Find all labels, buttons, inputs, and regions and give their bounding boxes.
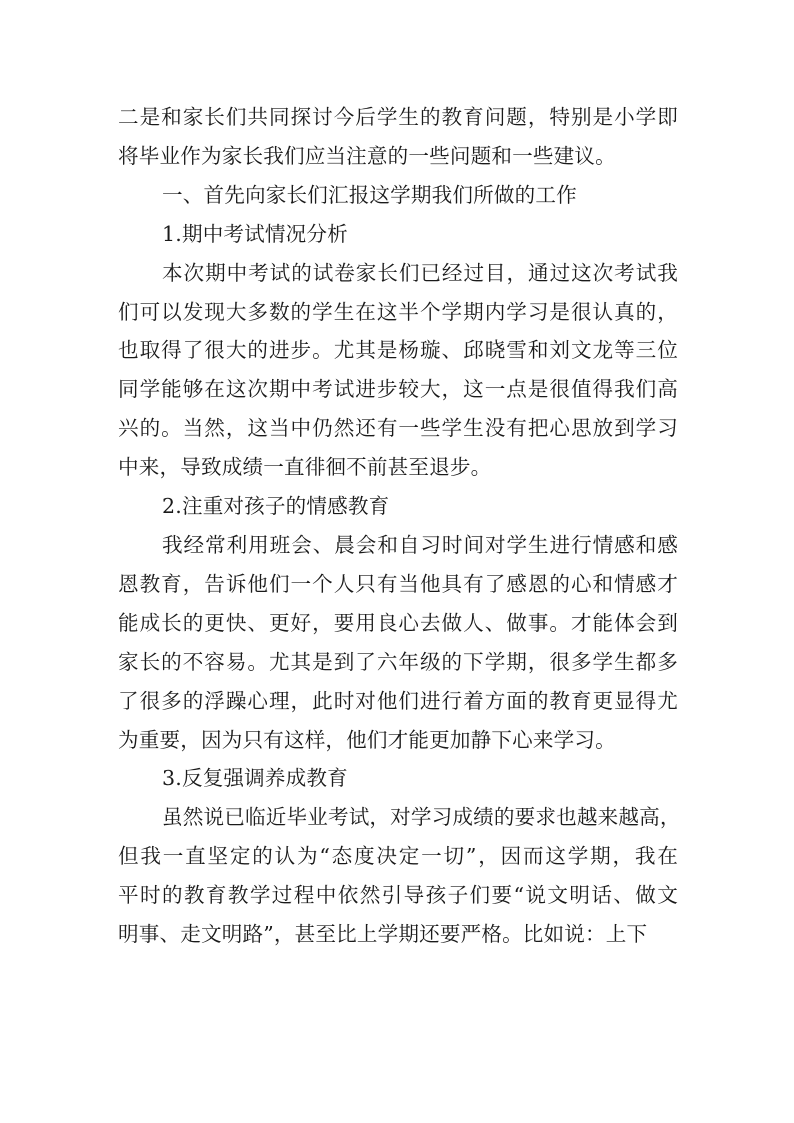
text-line: 我经常利用班会、晨会和自习时间对学生进行情感和感 xyxy=(162,532,679,557)
text-line: 3.反复强调养成教育 xyxy=(162,766,348,791)
text-line: 2.注重对孩子的情感教育 xyxy=(162,494,390,519)
text-line: 了很多的浮躁心理，此时对他们进行着方面的教育更显得尤 xyxy=(118,688,679,713)
text-line: 也取得了很大的进步。尤其是杨璇、邱晓雪和刘文龙等三位 xyxy=(118,338,679,363)
text-line: 兴的。当然，这当中仍然还有一些学生没有把心思放到学习 xyxy=(118,416,679,441)
text-line: 但我一直坚定的认为“态度决定一切”，因而这学期，我在 xyxy=(118,844,680,869)
text-line: 为重要，因为只有这样，他们才能更加静下心来学习。 xyxy=(118,727,616,752)
text-line: 中来，导致成绩一直徘徊不前甚至退步。 xyxy=(118,455,492,480)
text-line: 家长的不容易。尤其是到了六年级的下学期，很多学生都多 xyxy=(118,649,679,674)
text-line: 一、首先向家长们汇报这学期我们所做的工作 xyxy=(162,182,577,207)
text-line: 二是和家长们共同探讨今后学生的教育问题，特别是小学即 xyxy=(118,105,679,129)
text-line: 同学能够在这次期中考试进步较大，这一点是很值得我们高 xyxy=(118,377,679,402)
text-line: 平时的教育教学过程中依然引导孩子们要“说文明话、做文 xyxy=(118,883,680,908)
text-line: 能成长的更快、更好，要用良心去做人、做事。才能体会到 xyxy=(118,610,679,635)
text-line: 恩教育，告诉他们一个人只有当他具有了感恩的心和情感才 xyxy=(118,571,679,596)
text-line: 明事、走文明路”，甚至比上学期还要严格。比如说：上下 xyxy=(118,922,648,947)
text-line: 虽然说已临近毕业考试，对学习成绩的要求也越来越高， xyxy=(162,805,681,830)
text-line: 本次期中考试的试卷家长们已经过目，通过这次考试我 xyxy=(162,260,679,285)
body-text xyxy=(118,98,681,954)
text-line: 们可以发现大多数的学生在这半个学期内学习是很认真的， xyxy=(118,299,679,324)
text-line: 将毕业作为家长我们应当注意的一些问题和一些建议。 xyxy=(118,143,616,168)
text-line: 1.期中考试情况分析 xyxy=(162,221,348,246)
